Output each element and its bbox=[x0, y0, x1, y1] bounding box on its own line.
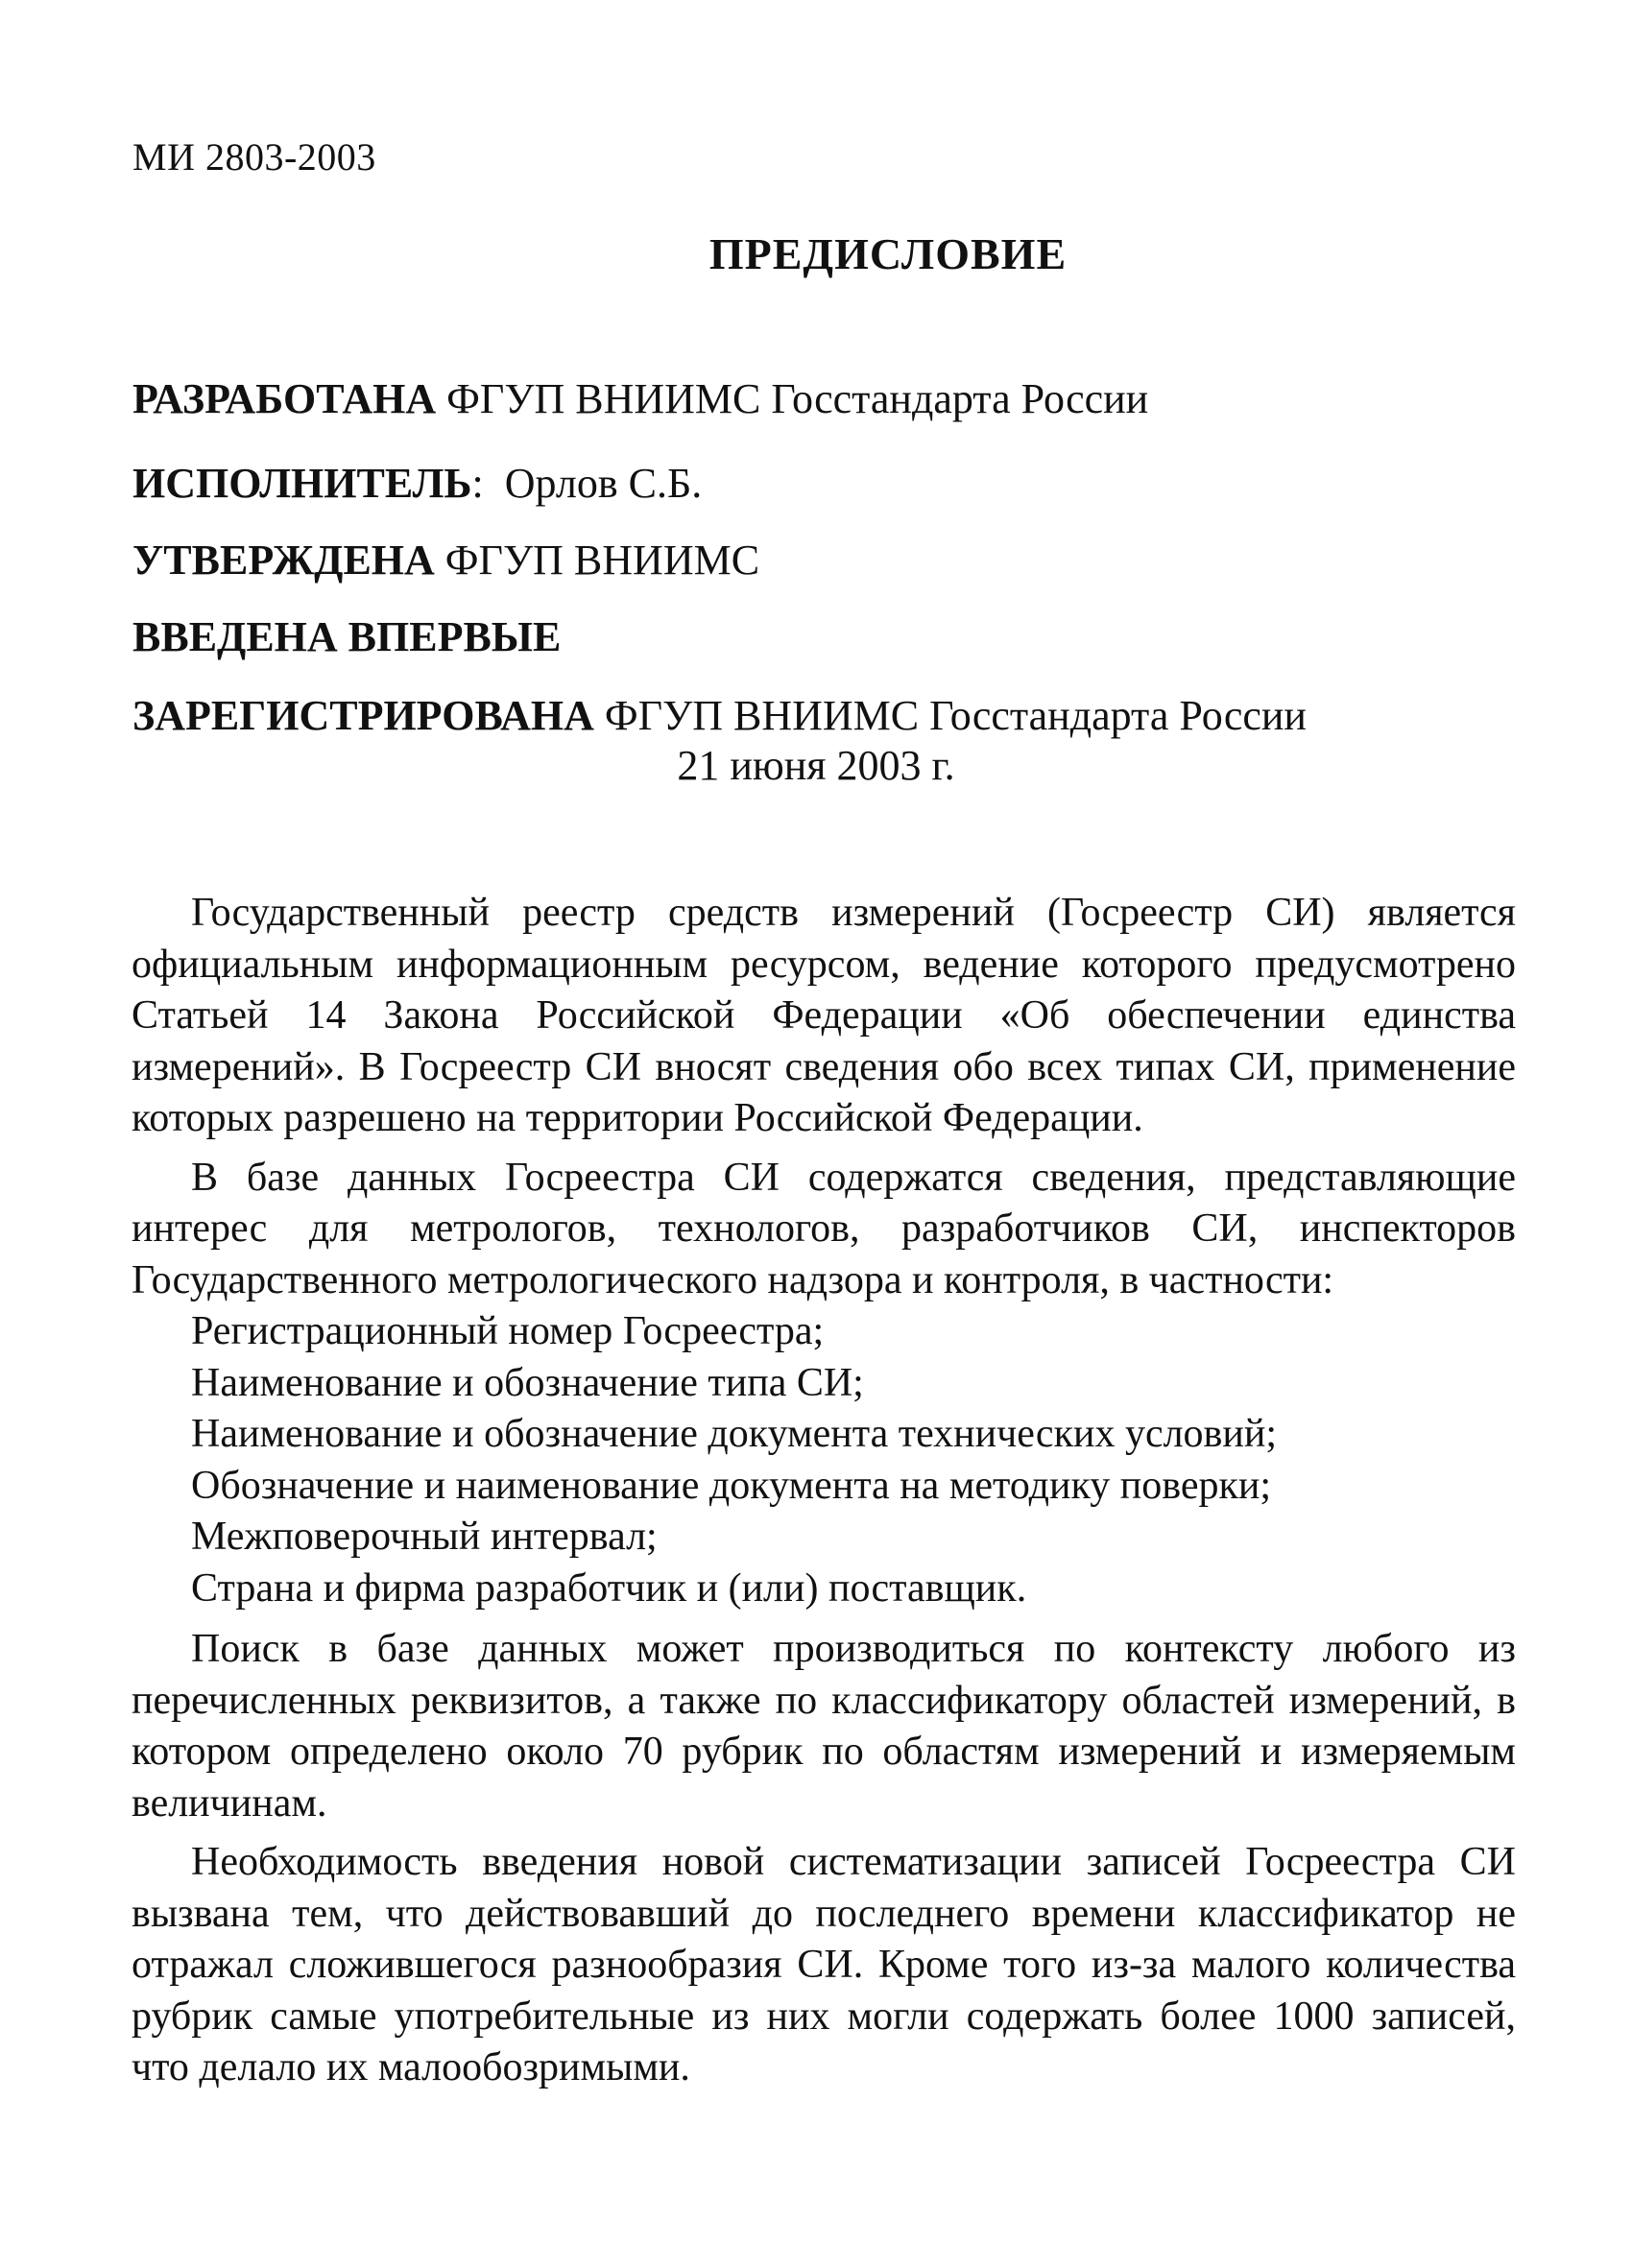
registered-line bbox=[132, 691, 1515, 740]
list-item: Регистрационный номер Госреестра; bbox=[191, 1309, 825, 1353]
developed-value: ФГУП ВНИИМС Госстандарта России bbox=[446, 375, 1149, 422]
introduced-label: ВВЕДЕНА ВПЕРВЫЕ bbox=[132, 613, 562, 660]
developed-label: РАЗРАБОТАНА bbox=[132, 375, 437, 422]
introduced-line bbox=[132, 612, 1515, 661]
executor-line bbox=[132, 459, 1515, 508]
registered-value: ФГУП ВНИИМС Госстандарта России bbox=[604, 692, 1307, 739]
paragraph-registry-intro: Государственный реестр средств измерений (Госреестр СИ) является официальным информационным ресурсом, ведение которого предусмотрено Статьей 14 Закона Российской Федерации «Об обеспечении единства измерений». В Госреестр СИ вносят сведения обо всех типах СИ, применение которых разрешено на территории Российской Федерации. bbox=[132, 891, 1516, 1140]
document-code: МИ 2803-2003 bbox=[132, 135, 376, 179]
approved-value: ФГУП ВНИИМС bbox=[444, 537, 760, 584]
registered-label: ЗАРЕГИСТРИРОВАНА bbox=[132, 692, 594, 739]
paragraph-new-systematization: Необходимость введения новой систематизации записей Госреестра СИ вызвана тем, что действовавший до последнего времени классификатор не отражал сложившегося разнообразия СИ. Кроме того из-за малого количества рубрик самые употребительные из них могли содержать более 1000 записей, что делало их малообозримыми. bbox=[132, 1840, 1516, 2089]
developed-line bbox=[132, 374, 1515, 423]
body-text bbox=[132, 888, 1516, 2094]
requisites-list bbox=[132, 1306, 1516, 1614]
executor-label: ИСПОЛНИТЕЛЬ bbox=[132, 460, 472, 507]
page-title: ПРЕДИСЛОВИЕ bbox=[708, 229, 1068, 278]
registered-date: 21 июня 2003 г. bbox=[677, 742, 955, 789]
approved-label: УТВЕРЖДЕНА bbox=[132, 537, 435, 584]
paragraph-database-contents: В базе данных Госреестра СИ содержатся сведения, представляющие интерес для метрологов, технологов, разработчиков СИ, инспекторов Государственного метрологического надзора и контроля, в частности: bbox=[132, 1155, 1516, 1302]
approved-line bbox=[132, 536, 1515, 585]
list-item: Обозначение и наименование документа на методику поверки; bbox=[191, 1463, 1272, 1508]
executor-value: Орлов С.Б. bbox=[504, 460, 703, 507]
list-item: Наименование и обозначение типа СИ; bbox=[191, 1360, 864, 1405]
list-item: Межповерочный интервал; bbox=[191, 1515, 658, 1559]
list-item: Наименование и обозначение документа технических условий; bbox=[191, 1412, 1278, 1456]
paragraph-search: Поиск в базе данных может производиться по контексту любого из перечисленных реквизитов, а также по классификатору областей измерений, в котором определено около 70 рубрик по областям измерений и измеряемым величинам. bbox=[132, 1627, 1516, 1826]
executor-separator: : bbox=[471, 460, 484, 507]
list-item: Страна и фирма разработчик и (или) поставщик. bbox=[191, 1565, 1027, 1611]
